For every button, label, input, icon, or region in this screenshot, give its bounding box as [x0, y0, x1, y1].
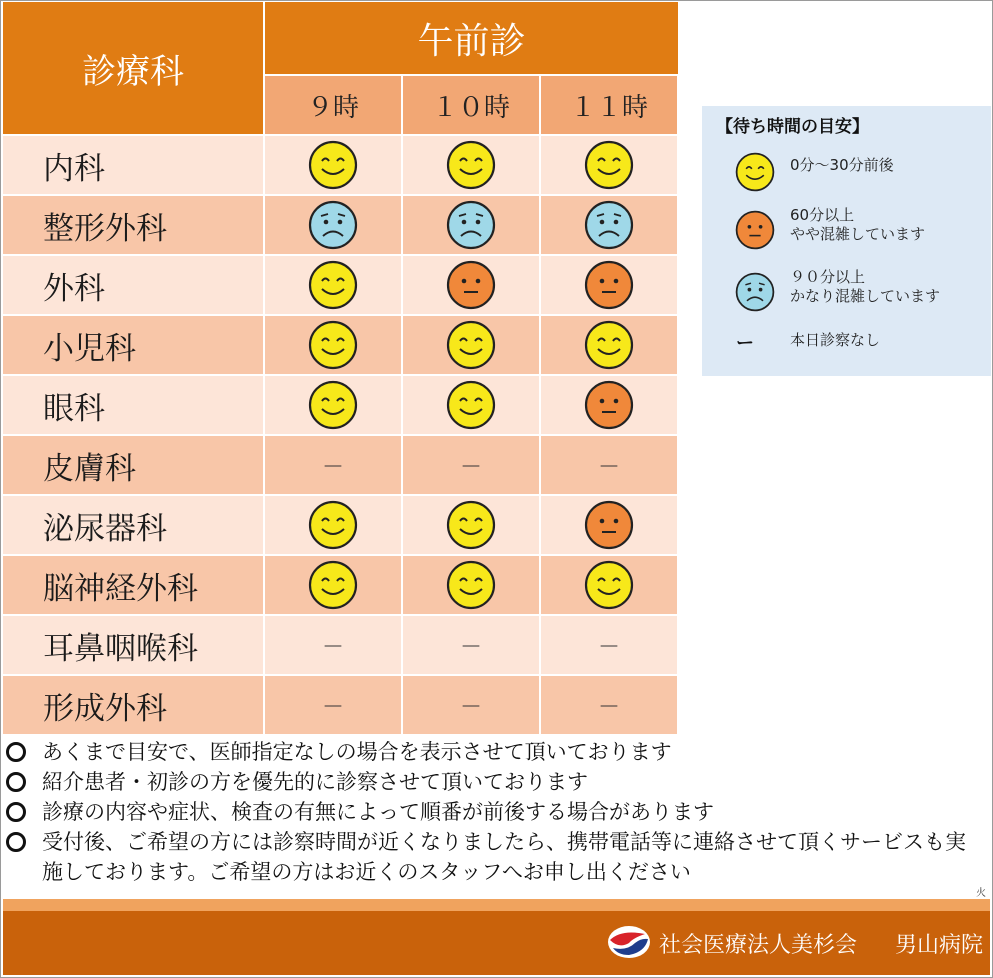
slot-header-11: １１時 [541, 76, 677, 134]
table-row [3, 316, 678, 374]
happy-face-icon [308, 380, 358, 430]
legend-line: ９０分以上 [790, 268, 866, 286]
happy-face-icon [446, 140, 496, 190]
note-item: 受付後、ご希望の方には診察時間が近くなりましたら、携帯電話等に連絡させて頂くサービスも実施しております。ご希望の方はお近くのスタッフへお申し出ください [6, 827, 982, 887]
slot-header-10: １０時 [403, 76, 539, 134]
happy-face-icon [446, 380, 496, 430]
table-row [3, 196, 678, 254]
status-cell [541, 676, 677, 734]
status-cell [265, 316, 401, 374]
no-clinic-dash: － [321, 454, 344, 480]
legend-text [790, 156, 894, 175]
no-clinic-dash: ー [736, 333, 754, 354]
table-row [3, 436, 678, 494]
dept-name: 内科 [3, 136, 263, 194]
no-clinic-dash: － [597, 454, 620, 480]
legend-text [790, 268, 940, 306]
happy-face-icon [308, 320, 358, 370]
no-clinic-dash: － [459, 634, 482, 660]
happy-face-icon [584, 560, 634, 610]
note-item: 診療の内容や症状、検査の有無によって順番が前後する場合があります [6, 797, 986, 827]
table-row [3, 556, 678, 614]
table-row [3, 256, 678, 314]
hospital-name: 男山病院 [895, 933, 984, 958]
legend-text [790, 206, 925, 244]
happy-face-icon [308, 260, 358, 310]
footer [3, 911, 990, 975]
status-cell [265, 256, 401, 314]
status-cell [265, 616, 401, 674]
legend-line: やや混雑しています [790, 225, 926, 243]
legend-line: かなり混雑しています [790, 287, 941, 305]
dept-name: 外科 [3, 256, 263, 314]
no-clinic-dash: － [597, 634, 620, 660]
status-cell [541, 136, 677, 194]
status-cell [541, 616, 677, 674]
status-cell [403, 136, 539, 194]
legend-title: 【待ち時間の目安】 [716, 117, 869, 137]
legend-line: 本日診察なし [790, 331, 881, 349]
status-cell [403, 196, 539, 254]
dept-name: 眼科 [3, 376, 263, 434]
no-clinic-dash: － [321, 634, 344, 660]
status-cell [403, 496, 539, 554]
sad-face-icon [584, 200, 634, 250]
status-cell [403, 316, 539, 374]
day-mark: 火 [976, 888, 986, 899]
dept-name: 脳神経外科 [3, 556, 263, 614]
status-cell [541, 256, 677, 314]
happy-face-icon [446, 560, 496, 610]
status-cell [265, 376, 401, 434]
sad-face-icon [446, 200, 496, 250]
circle-bullet-icon [6, 742, 26, 762]
no-clinic-dash: － [321, 694, 344, 720]
dept-header: 診療科 [3, 2, 263, 134]
happy-face-icon [308, 140, 358, 190]
dept-name: 小児科 [3, 316, 263, 374]
waiting-time-legend [702, 106, 991, 376]
status-cell [265, 196, 401, 254]
status-cell [541, 376, 677, 434]
table-row [3, 376, 678, 434]
circle-bullet-icon [6, 832, 26, 852]
status-cell [403, 256, 539, 314]
legend-text [790, 331, 880, 350]
corporation-name: 社会医療法人美杉会 [659, 933, 858, 958]
status-cell [541, 316, 677, 374]
dept-name: 形成外科 [3, 676, 263, 734]
status-cell [541, 556, 677, 614]
session-header: 午前診 [265, 2, 678, 74]
happy-face-icon [308, 500, 358, 550]
status-cell [265, 676, 401, 734]
status-cell [403, 676, 539, 734]
neutral-face-icon [735, 210, 775, 254]
status-cell [541, 436, 677, 494]
status-cell [265, 496, 401, 554]
legend-line: 0分～30分前後 [790, 156, 894, 174]
legend-line: 60分以上 [790, 206, 855, 224]
dept-name: 整形外科 [3, 196, 263, 254]
dept-name: 耳鼻咽喉科 [3, 616, 263, 674]
status-cell [403, 556, 539, 614]
status-cell [265, 436, 401, 494]
neutral-face-icon [584, 500, 634, 550]
note-item: あくまで目安で、医師指定なしの場合を表示させて頂いております [6, 737, 986, 767]
notes-list [6, 737, 986, 887]
table-row [3, 616, 678, 674]
no-clinic-dash: － [459, 454, 482, 480]
happy-face-icon [584, 140, 634, 190]
neutral-face-icon [446, 260, 496, 310]
circle-bullet-icon [6, 772, 26, 792]
table-row [3, 496, 678, 554]
status-cell [541, 496, 677, 554]
slot-header-9: ９時 [265, 76, 401, 134]
status-cell [541, 196, 677, 254]
happy-face-icon [446, 320, 496, 370]
circle-bullet-icon [6, 802, 26, 822]
sad-face-icon [735, 272, 775, 316]
footer-stripe [3, 899, 990, 911]
status-cell [403, 376, 539, 434]
status-cell [265, 556, 401, 614]
note-item: 紹介患者・初診の方を優先的に診察させて頂いております [6, 767, 986, 797]
dept-name: 泌尿器科 [3, 496, 263, 554]
no-clinic-dash: － [459, 694, 482, 720]
status-cell [265, 136, 401, 194]
happy-face-icon [308, 560, 358, 610]
sad-face-icon [308, 200, 358, 250]
hospital-logo-icon [607, 925, 651, 963]
table-row [3, 136, 678, 194]
status-cell [403, 436, 539, 494]
happy-face-icon [735, 152, 775, 196]
table-row [3, 676, 678, 734]
status-cell [403, 616, 539, 674]
neutral-face-icon [584, 260, 634, 310]
no-clinic-dash: － [597, 694, 620, 720]
dept-name: 皮膚科 [3, 436, 263, 494]
neutral-face-icon [584, 380, 634, 430]
happy-face-icon [446, 500, 496, 550]
happy-face-icon [584, 320, 634, 370]
